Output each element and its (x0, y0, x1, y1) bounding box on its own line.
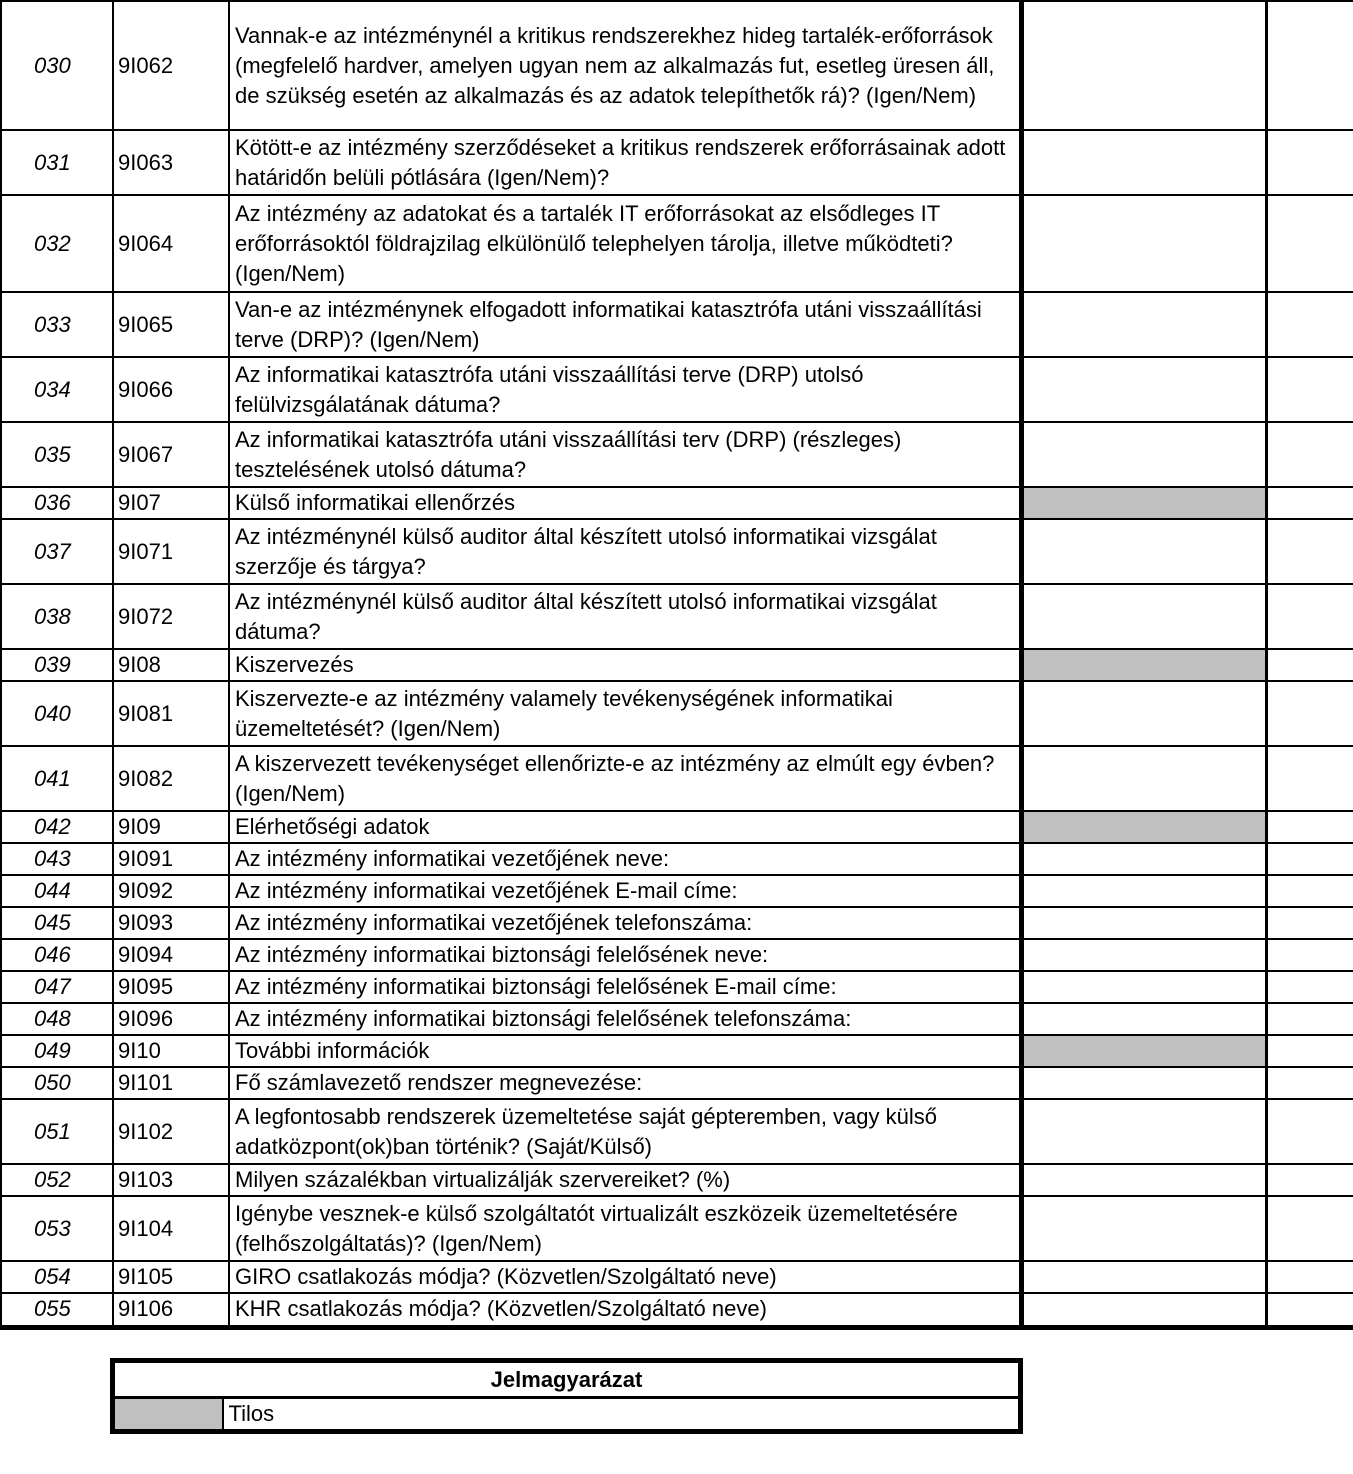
row-number: 046 (1, 939, 113, 971)
forbidden-cell (1021, 487, 1266, 519)
answer-cell[interactable] (1021, 292, 1266, 357)
row-question: Az intézmény informatikai vezetőjének telefonszáma: (229, 907, 1021, 939)
table-row (1, 519, 1353, 584)
answer-cell[interactable] (1021, 195, 1266, 292)
answer-cell[interactable] (1021, 1099, 1266, 1164)
extra-cell[interactable] (1266, 584, 1353, 649)
extra-cell[interactable] (1266, 1099, 1353, 1164)
row-number: 051 (1, 1099, 113, 1164)
row-question: Milyen százalékban virtualizálják szervereiket? (%) (229, 1164, 1021, 1196)
table-row (1, 487, 1353, 519)
row-code: 9I082 (113, 746, 229, 811)
row-number: 037 (1, 519, 113, 584)
extra-cell[interactable] (1266, 1164, 1353, 1196)
row-question: Van-e az intézménynek elfogadott informatikai katasztrófa utáni visszaállítási terve (DRP)? (Igen/Nem) (229, 292, 1021, 357)
answer-cell[interactable] (1021, 519, 1266, 584)
answer-cell[interactable] (1021, 907, 1266, 939)
answer-cell[interactable] (1021, 1164, 1266, 1196)
table-row (1, 1099, 1353, 1164)
row-code: 9I063 (113, 130, 229, 195)
row-code: 9I066 (113, 357, 229, 422)
row-code: 9I105 (113, 1261, 229, 1293)
answer-cell[interactable] (1021, 422, 1266, 487)
row-number: 041 (1, 746, 113, 811)
row-code: 9I103 (113, 1164, 229, 1196)
forbidden-cell (1021, 649, 1266, 681)
extra-cell[interactable] (1266, 1261, 1353, 1293)
row-number: 052 (1, 1164, 113, 1196)
answer-cell[interactable] (1021, 1003, 1266, 1035)
extra-cell[interactable] (1266, 1, 1353, 130)
row-code: 9I092 (113, 875, 229, 907)
extra-cell[interactable] (1266, 1035, 1353, 1067)
forbidden-cell (1021, 1035, 1266, 1067)
row-number: 032 (1, 195, 113, 292)
answer-cell[interactable] (1021, 971, 1266, 1003)
row-code: 9I091 (113, 843, 229, 875)
row-number: 042 (1, 811, 113, 843)
row-question: Elérhetőségi adatok (229, 811, 1021, 843)
extra-cell[interactable] (1266, 292, 1353, 357)
row-code: 9I07 (113, 487, 229, 519)
row-question: Az informatikai katasztrófa utáni visszaállítási terv (DRP) (részleges) tesztelésének utolsó dátuma? (229, 422, 1021, 487)
row-code: 9I102 (113, 1099, 229, 1164)
row-question: KHR csatlakozás módja? (Közvetlen/Szolgáltató neve) (229, 1293, 1021, 1327)
row-number: 055 (1, 1293, 113, 1327)
table-row (1, 292, 1353, 357)
row-number: 034 (1, 357, 113, 422)
table-row (1, 939, 1353, 971)
row-code: 9I09 (113, 811, 229, 843)
row-number: 049 (1, 1035, 113, 1067)
row-code: 9I081 (113, 681, 229, 746)
row-number: 031 (1, 130, 113, 195)
table-row (1, 584, 1353, 649)
table-row (1, 746, 1353, 811)
row-question: GIRO csatlakozás módja? (Közvetlen/Szolgáltató neve) (229, 1261, 1021, 1293)
extra-cell[interactable] (1266, 1003, 1353, 1035)
row-number: 038 (1, 584, 113, 649)
extra-cell[interactable] (1266, 422, 1353, 487)
extra-cell[interactable] (1266, 130, 1353, 195)
row-question: Kiszervezte-e az intézmény valamely tevékenységének informatikai üzemeltetését? (Igen/Nem) (229, 681, 1021, 746)
row-question: Az intézmény informatikai biztonsági felelősének neve: (229, 939, 1021, 971)
answer-cell[interactable] (1021, 1067, 1266, 1099)
row-number: 033 (1, 292, 113, 357)
table-row (1, 1035, 1353, 1067)
extra-cell[interactable] (1266, 519, 1353, 584)
table-row (1, 1164, 1353, 1196)
table-row (1, 1067, 1353, 1099)
extra-cell[interactable] (1266, 195, 1353, 292)
row-code: 9I071 (113, 519, 229, 584)
extra-cell[interactable] (1266, 487, 1353, 519)
table-row (1, 357, 1353, 422)
legend-swatch-forbidden (113, 1398, 223, 1432)
row-question: További információk (229, 1035, 1021, 1067)
row-number: 054 (1, 1261, 113, 1293)
extra-cell[interactable] (1266, 875, 1353, 907)
row-question: Az intézmény informatikai vezetőjének neve: (229, 843, 1021, 875)
row-question: Az intézménynél külső auditor által készített utolsó informatikai vizsgálat szerzője és tárgya? (229, 519, 1021, 584)
row-number: 040 (1, 681, 113, 746)
answer-cell[interactable] (1021, 130, 1266, 195)
legend-table (110, 1358, 1023, 1434)
row-number: 048 (1, 1003, 113, 1035)
answer-cell[interactable] (1021, 843, 1266, 875)
table-row (1, 1, 1353, 130)
row-code: 9I10 (113, 1035, 229, 1067)
extra-cell[interactable] (1266, 971, 1353, 1003)
row-question: Kötött-e az intézmény szerződéseket a kritikus rendszerek erőforrásainak adott határidőn belüli pótlására (Igen/Nem)? (229, 130, 1021, 195)
row-code: 9I094 (113, 939, 229, 971)
row-question: Az intézmény informatikai biztonsági felelősének telefonszáma: (229, 1003, 1021, 1035)
row-code: 9I095 (113, 971, 229, 1003)
forbidden-cell (1021, 811, 1266, 843)
answer-cell[interactable] (1021, 681, 1266, 746)
extra-cell[interactable] (1266, 681, 1353, 746)
row-code: 9I065 (113, 292, 229, 357)
row-code: 9I08 (113, 649, 229, 681)
table-row (1, 649, 1353, 681)
extra-cell[interactable] (1266, 1067, 1353, 1099)
extra-cell[interactable] (1266, 811, 1353, 843)
row-number: 050 (1, 1067, 113, 1099)
row-code: 9I093 (113, 907, 229, 939)
answer-cell[interactable] (1021, 746, 1266, 811)
row-code: 9I096 (113, 1003, 229, 1035)
row-code: 9I067 (113, 422, 229, 487)
table-row (1, 907, 1353, 939)
row-question: Az intézménynél külső auditor által készített utolsó informatikai vizsgálat dátuma? (229, 584, 1021, 649)
row-question: Az intézmény informatikai biztonsági felelősének E-mail címe: (229, 971, 1021, 1003)
row-code: 9I072 (113, 584, 229, 649)
table-row (1, 811, 1353, 843)
row-question: Külső informatikai ellenőrzés (229, 487, 1021, 519)
row-question: Igénybe vesznek-e külső szolgáltatót virtualizált eszközeik üzemeltetésére (felhőszolgáltatás)? (Igen/Nem) (229, 1196, 1021, 1261)
table-row (1, 1293, 1353, 1327)
row-question: Vannak-e az intézménynél a kritikus rendszerekhez hideg tartalék-erőforrások (megfelelő hardver, amelyen ugyan nem az alkalmazás fut, esetleg üresen áll, de szükség esetén az alkalmazás és az adatok telepíthetők rá)? (Igen/Nem) (229, 1, 1021, 130)
answer-cell[interactable] (1021, 1261, 1266, 1293)
row-code: 9I104 (113, 1196, 229, 1261)
table-row (1, 1196, 1353, 1261)
answer-cell[interactable] (1021, 939, 1266, 971)
answer-cell[interactable] (1021, 875, 1266, 907)
table-row (1, 971, 1353, 1003)
row-code: 9I064 (113, 195, 229, 292)
extra-cell[interactable] (1266, 357, 1353, 422)
extra-cell[interactable] (1266, 939, 1353, 971)
row-question: Az intézmény az adatokat és a tartalék IT erőforrásokat az elsődleges IT erőforrásoktól földrajzilag elkülönülő telephelyen tárolja, illetve működteti? (Igen/Nem) (229, 195, 1021, 292)
row-question: A legfontosabb rendszerek üzemeltetése saját gépteremben, vagy külső adatközpont(ok)ban történik? (Saját/Külső) (229, 1099, 1021, 1164)
row-number: 043 (1, 843, 113, 875)
row-number: 030 (1, 1, 113, 130)
extra-cell[interactable] (1266, 1293, 1353, 1327)
extra-cell[interactable] (1266, 746, 1353, 811)
table-row (1, 843, 1353, 875)
table-row (1, 422, 1353, 487)
row-question: Fő számlavezető rendszer megnevezése: (229, 1067, 1021, 1099)
row-number: 045 (1, 907, 113, 939)
answer-cell[interactable] (1021, 1, 1266, 130)
extra-cell[interactable] (1266, 907, 1353, 939)
row-code: 9I106 (113, 1293, 229, 1327)
extra-cell[interactable] (1266, 843, 1353, 875)
table-row (1, 195, 1353, 292)
row-question: Kiszervezés (229, 649, 1021, 681)
answer-cell[interactable] (1021, 357, 1266, 422)
table-row (1, 1261, 1353, 1293)
table-row (1, 681, 1353, 746)
table-row (1, 1003, 1353, 1035)
row-number: 036 (1, 487, 113, 519)
row-number: 039 (1, 649, 113, 681)
row-code: 9I062 (113, 1, 229, 130)
row-number: 035 (1, 422, 113, 487)
row-question: A kiszervezett tevékenységet ellenőrizte-e az intézmény az elmúlt egy évben? (Igen/Nem) (229, 746, 1021, 811)
questionnaire-body (1, 1, 1353, 1327)
answer-cell[interactable] (1021, 1196, 1266, 1261)
table-row (1, 130, 1353, 195)
row-number: 047 (1, 971, 113, 1003)
answer-cell[interactable] (1021, 584, 1266, 649)
legend-label-forbidden: Tilos (223, 1398, 1021, 1432)
row-number: 053 (1, 1196, 113, 1261)
extra-cell[interactable] (1266, 649, 1353, 681)
row-code: 9I101 (113, 1067, 229, 1099)
legend-title: Jelmagyarázat (113, 1361, 1021, 1398)
row-number: 044 (1, 875, 113, 907)
answer-cell[interactable] (1021, 1293, 1266, 1327)
row-question: Az intézmény informatikai vezetőjének E-mail címe: (229, 875, 1021, 907)
row-question: Az informatikai katasztrófa utáni visszaállítási terve (DRP) utolsó felülvizsgálatának dátuma? (229, 357, 1021, 422)
extra-cell[interactable] (1266, 1196, 1353, 1261)
table-row (1, 875, 1353, 907)
